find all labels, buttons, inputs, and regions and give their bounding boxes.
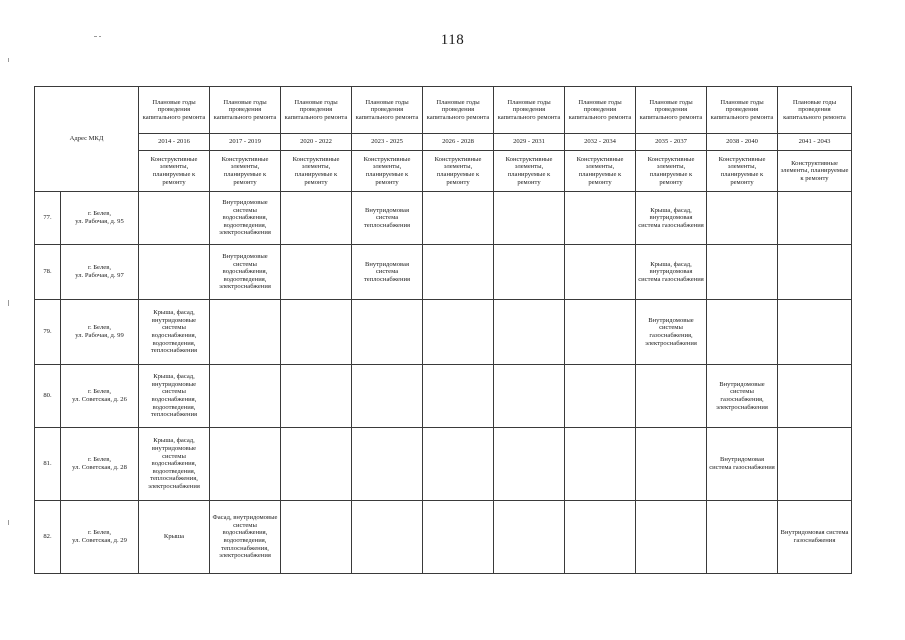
scan-mark [99,36,101,37]
scan-mark [94,36,97,37]
repair-cell [423,428,494,501]
table-row [35,501,852,574]
address-cell [61,192,139,245]
header-row-periods [35,134,852,151]
row-number: 78. [35,245,61,300]
address-street: ул. Рабочая, д. 97 [75,272,124,279]
repair-cell: Фасад, внутридомовые системы водоснабжения, водоотведения, теплоснабжения, электроснабжения [210,501,281,574]
repair-cell [281,192,352,245]
repair-cell [423,245,494,300]
repair-cell [423,192,494,245]
address-cell [61,501,139,574]
period-header: 2020 - 2022 [281,134,352,151]
elements-header: Конструктивные элементы, планируемые к ремонту [494,151,565,192]
address-city: г. Белев, [88,529,111,537]
repair-cell: Крыша, фасад, внутридомовые системы водоснабжения, водоотведения, теплоснабжения, электроснабжения [139,428,210,501]
repair-cell [281,300,352,365]
elements-header: Конструктивные элементы, планируемые к ремонту [636,151,707,192]
period-header: 2032 - 2034 [565,134,636,151]
scan-mark [8,58,9,62]
period-header: 2041 - 2043 [778,134,852,151]
repair-cell [423,501,494,574]
address-city: г. Белев, [88,388,111,396]
repair-cell: Внутридомовые системы газоснабжения, электроснабжения [707,365,778,428]
repair-cell: Крыша [139,501,210,574]
repair-cell [778,365,852,428]
elements-header: Конструктивные элементы, планируемые к ремонту [707,151,778,192]
repair-cell [565,428,636,501]
repair-cell: Крыша, фасад, внутридомовые системы водоснабжения, водоотведения, теплоснабжения [139,365,210,428]
repair-cell [352,365,423,428]
repair-cell [636,501,707,574]
repair-cell [778,192,852,245]
repair-cell [494,501,565,574]
address-cell [61,428,139,501]
address-street: ул. Рабочая, д. 99 [75,332,124,339]
scan-mark [8,300,9,306]
planned-years-header: Плановые годы проведения капитального ремонта [565,87,636,134]
planned-years-header: Плановые годы проведения капитального ремонта [636,87,707,134]
address-city: г. Белев, [88,324,111,332]
repair-cell [778,300,852,365]
repair-cell [778,245,852,300]
repair-cell: Крыша, фасад, внутридомовые системы водоснабжения, водоотведения, теплоснабжения [139,300,210,365]
page-number: 118 [440,32,465,48]
table-row [35,365,852,428]
repair-cell [494,365,565,428]
period-header: 2023 - 2025 [352,134,423,151]
repair-cell: Внутридомовая система теплоснабжения [352,192,423,245]
elements-header: Конструктивные элементы, планируемые к ремонту [778,151,852,192]
repair-cell [707,245,778,300]
repair-cell [210,300,281,365]
address-street: ул. Рабочая, д. 95 [75,218,124,225]
capital-repair-schedule-table [34,86,852,574]
row-number: 82. [35,501,61,574]
repair-cell [636,428,707,501]
repair-cell [210,428,281,501]
repair-cell [565,365,636,428]
table-row [35,300,852,365]
planned-years-header: Плановые годы проведения капитального ремонта [778,87,852,134]
elements-header: Конструктивные элементы, планируемые к ремонту [139,151,210,192]
repair-cell [636,365,707,428]
repair-cell [352,300,423,365]
repair-cell [565,192,636,245]
planned-years-header: Плановые годы проведения капитального ремонта [352,87,423,134]
repair-cell [494,192,565,245]
planned-years-header: Плановые годы проведения капитального ремонта [423,87,494,134]
period-header: 2026 - 2028 [423,134,494,151]
repair-cell [281,501,352,574]
address-cell [61,365,139,428]
period-header: 2014 - 2016 [139,134,210,151]
repair-cell: Крыша, фасад, внутридомовая система газоснабжения [636,192,707,245]
repair-cell [707,300,778,365]
period-header: 2029 - 2031 [494,134,565,151]
repair-cell [281,245,352,300]
repair-cell [565,300,636,365]
repair-cell [565,501,636,574]
address-street: ул. Советская, д. 26 [72,396,127,403]
scan-mark [8,520,9,525]
repair-cell [281,365,352,428]
header-row-elements [35,151,852,192]
row-number: 81. [35,428,61,501]
repair-cell [494,428,565,501]
planned-years-header: Плановые годы проведения капитального ремонта [139,87,210,134]
repair-cell [210,365,281,428]
planned-years-header: Плановые годы проведения капитального ремонта [281,87,352,134]
repair-cell [565,245,636,300]
elements-header: Конструктивные элементы, планируемые к ремонту [281,151,352,192]
header-row-planned-years [35,87,852,134]
address-cell [61,300,139,365]
repair-cell [139,245,210,300]
repair-cell [423,365,494,428]
elements-header: Конструктивные элементы, планируемые к ремонту [352,151,423,192]
repair-cell: Внутридомовая система газоснабжения [707,428,778,501]
address-column-header: Адрес МКД [35,87,139,192]
repair-cell [281,428,352,501]
elements-header: Конструктивные элементы, планируемые к ремонту [565,151,636,192]
elements-header: Конструктивные элементы, планируемые к ремонту [210,151,281,192]
period-header: 2038 - 2040 [707,134,778,151]
address-city: г. Белев, [88,456,111,464]
address-cell [61,245,139,300]
repair-cell [423,300,494,365]
address-street: ул. Советская, д. 29 [72,537,127,544]
table-row [35,428,852,501]
planned-years-header: Плановые годы проведения капитального ремонта [210,87,281,134]
elements-header: Конструктивные элементы, планируемые к ремонту [423,151,494,192]
row-number: 77. [35,192,61,245]
repair-cell: Внутридомовые системы водоснабжения, водоотведения, электроснабжения [210,245,281,300]
repair-cell [707,501,778,574]
repair-cell [778,428,852,501]
row-number: 79. [35,300,61,365]
address-city: г. Белев, [88,210,111,218]
period-header: 2035 - 2037 [636,134,707,151]
period-header: 2017 - 2019 [210,134,281,151]
repair-cell [707,192,778,245]
row-number: 80. [35,365,61,428]
repair-cell: Внутридомовые системы газоснабжения, электроснабжения [636,300,707,365]
planned-years-header: Плановые годы проведения капитального ремонта [707,87,778,134]
repair-cell: Крыша, фасад, внутридомовая система газоснабжения [636,245,707,300]
repair-cell: Внутридомовые системы водоснабжения, водоотведения, электроснабжения [210,192,281,245]
repair-cell: Внутридомовая система теплоснабжения [352,245,423,300]
table-row [35,192,852,245]
repair-cell [352,501,423,574]
repair-cell [139,192,210,245]
address-city: г. Белев, [88,264,111,272]
repair-cell [494,245,565,300]
repair-cell [352,428,423,501]
repair-cell: Внутридомовая система газоснабжения [778,501,852,574]
planned-years-header: Плановые годы проведения капитального ремонта [494,87,565,134]
table-row [35,245,852,300]
repair-cell [494,300,565,365]
address-street: ул. Советская, д. 28 [72,464,127,471]
